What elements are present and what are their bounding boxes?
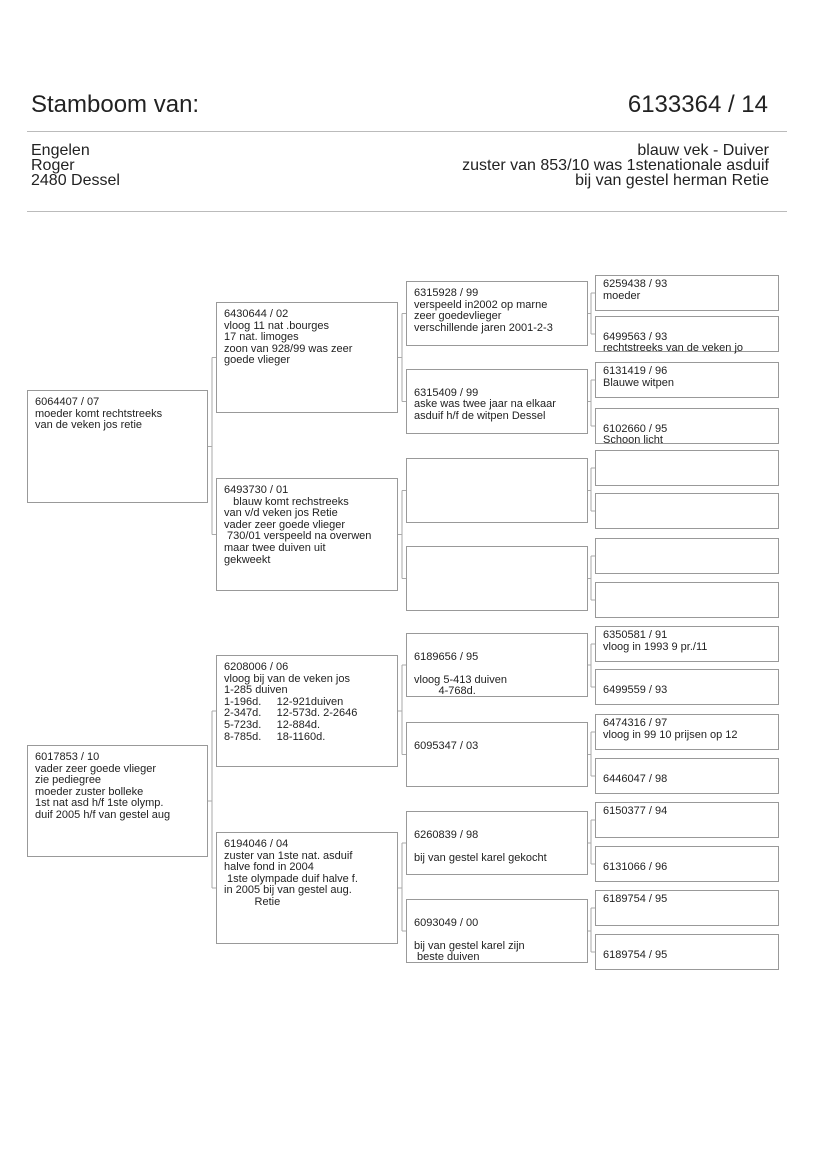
gen2-pigeon-box: 6194046 / 04 zuster van 1ste nat. asduif halve fond in 2004 1ste olympade duif halve f. in 2005 bij van gestel aug. Retie	[216, 832, 398, 944]
gen1-pigeon-box: 6064407 / 07 moeder komt rechtstreeks van de veken jos retie	[27, 390, 208, 503]
description-line: zuster van 853/10 was 1stenationale asduif	[462, 157, 769, 174]
gen3-pigeon-box	[406, 546, 588, 611]
gen3-pigeon-box: 6315409 / 99 aske was twee jaar na elkaar asduif h/f de witpen Dessel	[406, 369, 588, 434]
description-line: blauw vek - Duiver	[637, 142, 769, 159]
owner-surname: Engelen	[31, 142, 90, 159]
ring-number: 6133364 / 14	[627, 91, 768, 118]
gen4-pigeon-box: 6189754 / 95	[595, 934, 779, 970]
gen4-pigeon-box	[595, 538, 779, 574]
gen4-pigeon-box: 6446047 / 98	[595, 758, 779, 794]
owner-firstname: Roger	[31, 157, 75, 174]
gen4-pigeon-box: 6131419 / 96 Blauwe witpen	[595, 362, 779, 398]
description-line: bij van gestel herman Retie	[575, 172, 769, 189]
gen3-pigeon-box: 6260839 / 98 bij van gestel karel gekocht	[406, 811, 588, 875]
gen4-pigeon-box: 6189754 / 95	[595, 890, 779, 926]
gen4-pigeon-box	[595, 450, 779, 486]
gen1-pigeon-box: 6017853 / 10 vader zeer goede vlieger zie pediegree moeder zuster bolleke 1st nat asd h/f 1ste olymp. duif 2005 h/f van gestel aug	[27, 745, 208, 857]
gen2-pigeon-box: 6493730 / 01 blauw komt rechstreeks van v/d veken jos Retie vader zeer goede vlieger 730/01 verspeeld na overwen maar twee duiven uit gekweekt	[216, 478, 398, 591]
gen4-pigeon-box: 6474316 / 97 vloog in 99 10 prijsen op 12	[595, 714, 779, 750]
owner-address: 2480 Dessel	[31, 172, 120, 189]
gen4-pigeon-box: 6499563 / 93 rechtstreeks van de veken jo	[595, 316, 779, 352]
gen4-pigeon-box: 6102660 / 95 Schoon licht	[595, 408, 779, 444]
gen4-pigeon-box: 6150377 / 94	[595, 802, 779, 838]
gen4-pigeon-box	[595, 582, 779, 618]
gen4-pigeon-box: 6259438 / 93 moeder	[595, 275, 779, 311]
gen2-pigeon-box: 6430644 / 02 vloog 11 nat .bourges 17 nat. limoges zoon van 928/99 was zeer goede vlieger	[216, 302, 398, 413]
gen3-pigeon-box: 6093049 / 00 bij van gestel karel zijn beste duiven	[406, 899, 588, 963]
gen3-pigeon-box: 6315928 / 99 verspeeld in2002 op marne zeer goedevlieger verschillende jaren 2001-2-3	[406, 281, 588, 346]
gen4-pigeon-box: 6350581 / 91 vloog in 1993 9 pr./11	[595, 626, 779, 662]
page-title: Stamboom van:	[31, 91, 200, 118]
gen3-pigeon-box: 6095347 / 03	[406, 722, 588, 787]
gen4-pigeon-box: 6499559 / 93	[595, 669, 779, 705]
gen2-pigeon-box: 6208006 / 06 vloog bij van de veken jos 1-285 duiven 1-196d. 12-921duiven 2-347d. 12-573d. 2-2646 5-723d. 12-884d. 8-785d. 18-1160d.	[216, 655, 398, 767]
gen3-pigeon-box: 6189656 / 95 vloog 5-413 duiven 4-768d.	[406, 633, 588, 697]
gen4-pigeon-box: 6131066 / 96	[595, 846, 779, 882]
gen3-pigeon-box	[406, 458, 588, 523]
gen4-pigeon-box	[595, 493, 779, 529]
